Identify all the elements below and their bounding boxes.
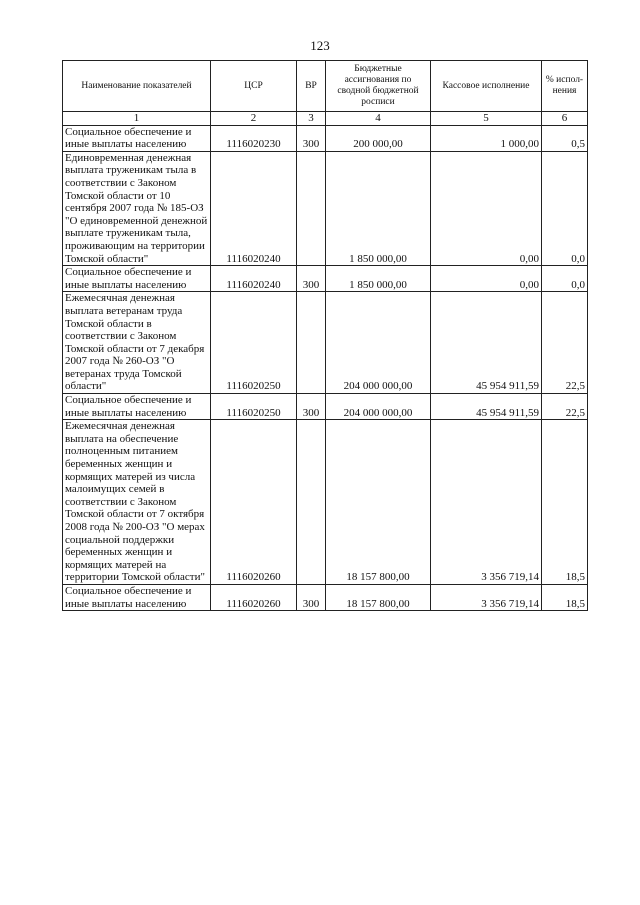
- cell-exec: 3 356 719,14: [431, 584, 542, 610]
- budget-execution-table: [62, 60, 588, 611]
- cell-pct: 18,5: [542, 584, 588, 610]
- column-number: 5: [431, 112, 542, 126]
- column-number: 2: [211, 112, 297, 126]
- table-row: [63, 151, 588, 265]
- cell-pct: 0,0: [542, 266, 588, 292]
- table-header-row: [63, 61, 588, 112]
- cell-vr: 300: [297, 125, 326, 151]
- table-row: [63, 420, 588, 585]
- cell-csr: 1116020250: [211, 394, 297, 420]
- cell-budget: 18 157 800,00: [326, 420, 431, 585]
- cell-pct: 22,5: [542, 394, 588, 420]
- column-number-row: [63, 112, 588, 126]
- cell-csr: 1116020230: [211, 125, 297, 151]
- cell-name: Социальное обеспечение и иные выплаты населению: [63, 125, 211, 151]
- cell-name: Социальное обеспечение и иные выплаты населению: [63, 584, 211, 610]
- header-vr: ВР: [297, 61, 326, 112]
- cell-budget: 1 850 000,00: [326, 266, 431, 292]
- cell-name: Ежемесячная денежная выплата ветеранам труда Томской области в соответствии с Законом Томской области от 7 декабря 2007 года № 260-ОЗ "О ветеранах труда Томской области": [63, 292, 211, 394]
- cell-vr: [297, 292, 326, 394]
- cell-budget: 204 000 000,00: [326, 292, 431, 394]
- cell-pct: 18,5: [542, 420, 588, 585]
- cell-csr: 1116020260: [211, 584, 297, 610]
- cell-name: Социальное обеспечение и иные выплаты населению: [63, 394, 211, 420]
- cell-csr: 1116020250: [211, 292, 297, 394]
- header-budget: Бюджетные ассигнования по сводной бюджетной росписи: [326, 61, 431, 112]
- cell-exec: 45 954 911,59: [431, 292, 542, 394]
- table-row: [63, 125, 588, 151]
- cell-exec: 1 000,00: [431, 125, 542, 151]
- cell-vr: 300: [297, 266, 326, 292]
- cell-exec: 0,00: [431, 266, 542, 292]
- cell-pct: 0,5: [542, 125, 588, 151]
- cell-vr: 300: [297, 394, 326, 420]
- cell-pct: 0,0: [542, 151, 588, 265]
- cell-vr: [297, 420, 326, 585]
- cell-pct: 22,5: [542, 292, 588, 394]
- cell-vr: [297, 151, 326, 265]
- table-row: [63, 394, 588, 420]
- header-pct: % испол-нения: [542, 61, 588, 112]
- cell-name: Ежемесячная денежная выплата на обеспечение полноценным питанием беременных женщин и кормящих матерей из числа малоимущих семей в соответствии с Законом Томской области от 7 октября 2008 года № 200-ОЗ "О мерах социальной поддержки беременных женщин и кормящих матерей на территории Томской области": [63, 420, 211, 585]
- page-number: 123: [310, 38, 330, 53]
- cell-budget: 1 850 000,00: [326, 151, 431, 265]
- header-csr: ЦСР: [211, 61, 297, 112]
- table-row: [63, 266, 588, 292]
- column-number: 6: [542, 112, 588, 126]
- header-exec: Кассовое исполнение: [431, 61, 542, 112]
- cell-budget: 204 000 000,00: [326, 394, 431, 420]
- table-row: [63, 292, 588, 394]
- cell-name: Единовременная денежная выплата труженикам тыла в соответствии с Законом Томской области от 10 сентября 2007 года № 185-ОЗ "О единовременной денежной выплате труженикам тыла, проживающим на территории Томской области": [63, 151, 211, 265]
- cell-csr: 1116020240: [211, 266, 297, 292]
- cell-budget: 200 000,00: [326, 125, 431, 151]
- cell-name: Социальное обеспечение и иные выплаты населению: [63, 266, 211, 292]
- column-number: 4: [326, 112, 431, 126]
- cell-csr: 1116020240: [211, 151, 297, 265]
- cell-exec: 0,00: [431, 151, 542, 265]
- cell-vr: 300: [297, 584, 326, 610]
- column-number: 1: [63, 112, 211, 126]
- header-name: Наименование показателей: [63, 61, 211, 112]
- cell-budget: 18 157 800,00: [326, 584, 431, 610]
- cell-exec: 45 954 911,59: [431, 394, 542, 420]
- column-number: 3: [297, 112, 326, 126]
- cell-exec: 3 356 719,14: [431, 420, 542, 585]
- table-row: [63, 584, 588, 610]
- cell-csr: 1116020260: [211, 420, 297, 585]
